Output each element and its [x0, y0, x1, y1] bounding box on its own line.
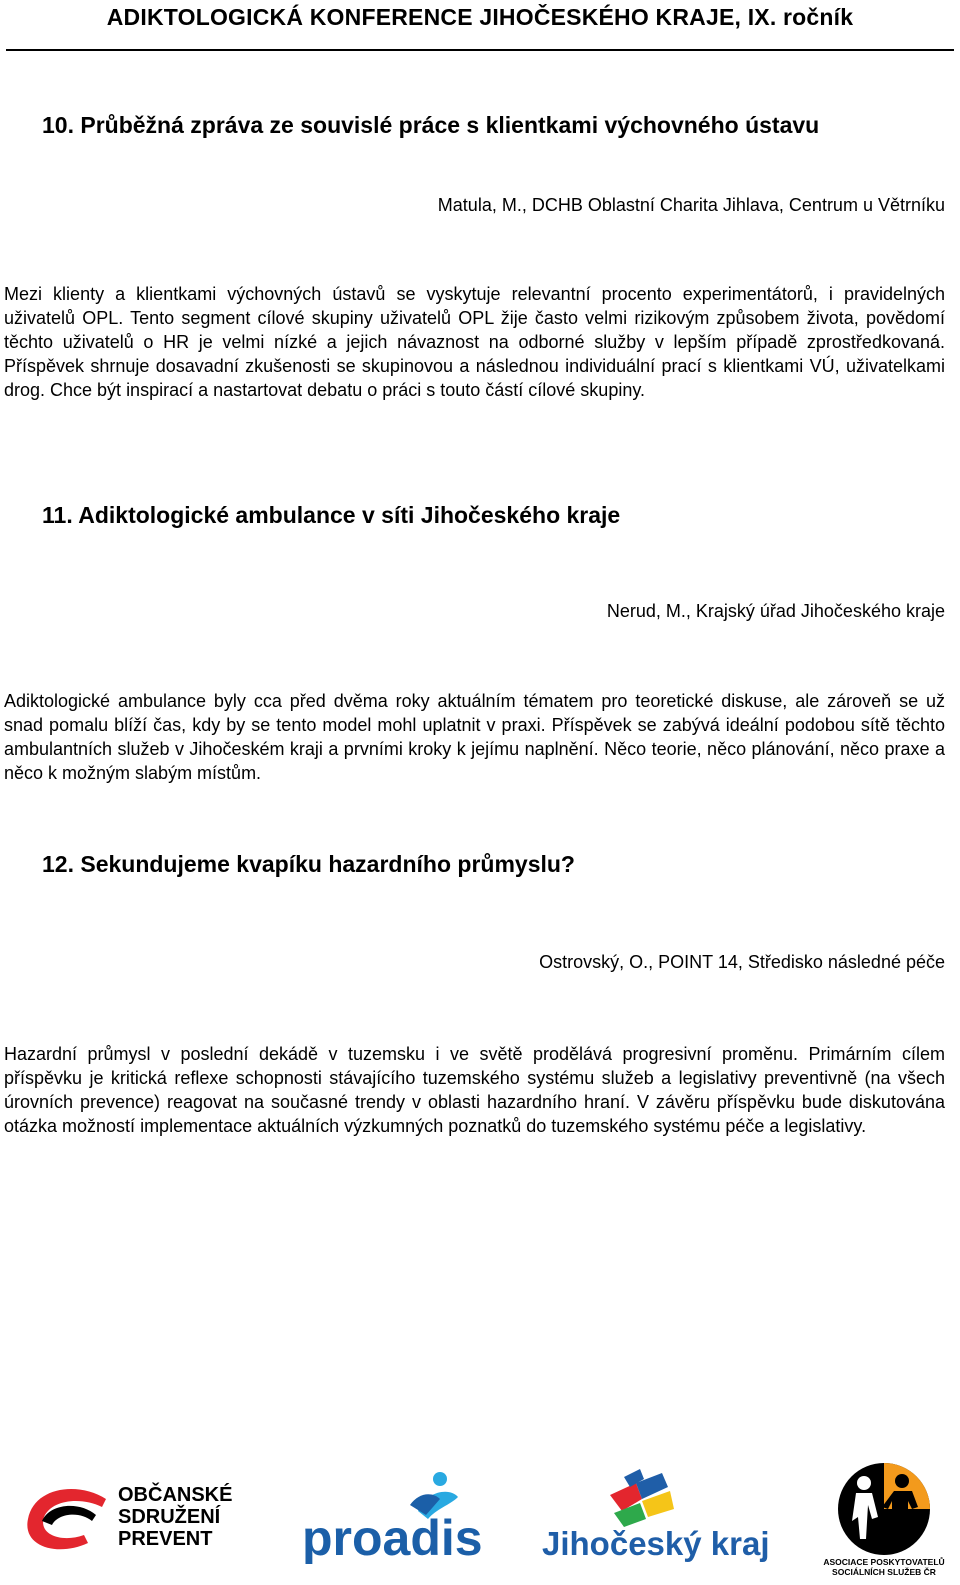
section-abstract: Adiktologické ambulance byly cca před dvěma roky aktuálním tématem pro teoretické diskuse, ale zároveň se už snad pomalu blíží čas, kdy by se tento model mohl uplatnit v praxi. Příspěvek se zabývá ideální podobou sítě těchto ambulantních služeb v Jihočeském kraji a prvními kroky k jejímu naplnění. Něco teorie, něco plánování, něco praxe a něco k možným slabým místům. [4, 691, 945, 783]
section-abstract: Mezi klienty a klientkami výchovných ústavů se vyskytuje relevantní procento experimentátorů, i pravidelných uživatelů OPL. Tento segment cílové skupiny uživatelů OPL žije často velmi rizikovým způsobem života, povědomí těchto uživatelů o HR je velmi nízké a jejich návaznost na odborné služby v lepším případě zprostředkovaná. Příspěvek shrnuje dosavadní zkušenosti se skupinovou a následnou individuální prací s klientkami VÚ, uživatelkami drog. Chce být inspirací a nastartovat debatu o práci s touto částí cílové skupiny. [4, 284, 945, 400]
prevent-swoosh-icon [27, 1489, 106, 1549]
section-title: 11. Adiktologické ambulance v síti Jihočeského kraje [42, 502, 621, 528]
jihocesky-wordmark: Jihočeský kraj [542, 1525, 770, 1562]
apss-line2: SOCIÁLNÍCH SLUŽEB ČR [832, 1567, 936, 1577]
section-title: 12. Sekundujeme kvapíku hazardního průmyslu? [42, 851, 575, 877]
header-divider [6, 49, 954, 51]
logo-apss [818, 1459, 953, 1577]
logo-prevent [22, 1477, 237, 1557]
prevent-line2: SDRUŽENÍ [118, 1506, 221, 1528]
logo-proadis [300, 1469, 490, 1564]
section-abstract: Hazardní průmysl v poslední dekádě v tuzemsku i ve světě prodělává progresivní proměnu. Primárním cílem příspěvku je kritická reflexe schopnosti stávajícího tuzemského systému služeb a legislativy preventivně (na všech úrovních prevence) reagovat na současné trendy v oblasti hazardního hraní. V závěru příspěvku bude diskutována otázka možností implementace aktuálních výzkumných poznatků do tuzemského systému péče a legislativy. [4, 1044, 945, 1136]
prevent-line3: PREVENT [118, 1528, 213, 1550]
section-author: Ostrovský, O., POINT 14, Středisko následné péče [539, 952, 945, 972]
conference-title: ADIKTOLOGICKÁ KONFERENCE JIHOČESKÉHO KRAJE, IX. ročník [106, 4, 854, 30]
section-title: 10. Průběžná zpráva ze souvislé práce s klientkami výchovného ústavu [42, 112, 820, 138]
section-author: Matula, M., DCHB Oblastní Charita Jihlava, Centrum u Větrníku [437, 195, 945, 215]
jihocesky-emblem-icon [610, 1469, 674, 1527]
proadis-wordmark: proadis [302, 1510, 483, 1564]
logo-jihocesky-kraj [540, 1465, 770, 1565]
prevent-line1: OBČANSKÉ [118, 1484, 233, 1506]
sponsor-logos [0, 1455, 960, 1580]
section-author: Nerud, M., Krajský úřad Jihočeského kraje [606, 601, 945, 621]
apss-line1: ASOCIACE POSKYTOVATELŮ [823, 1557, 945, 1567]
